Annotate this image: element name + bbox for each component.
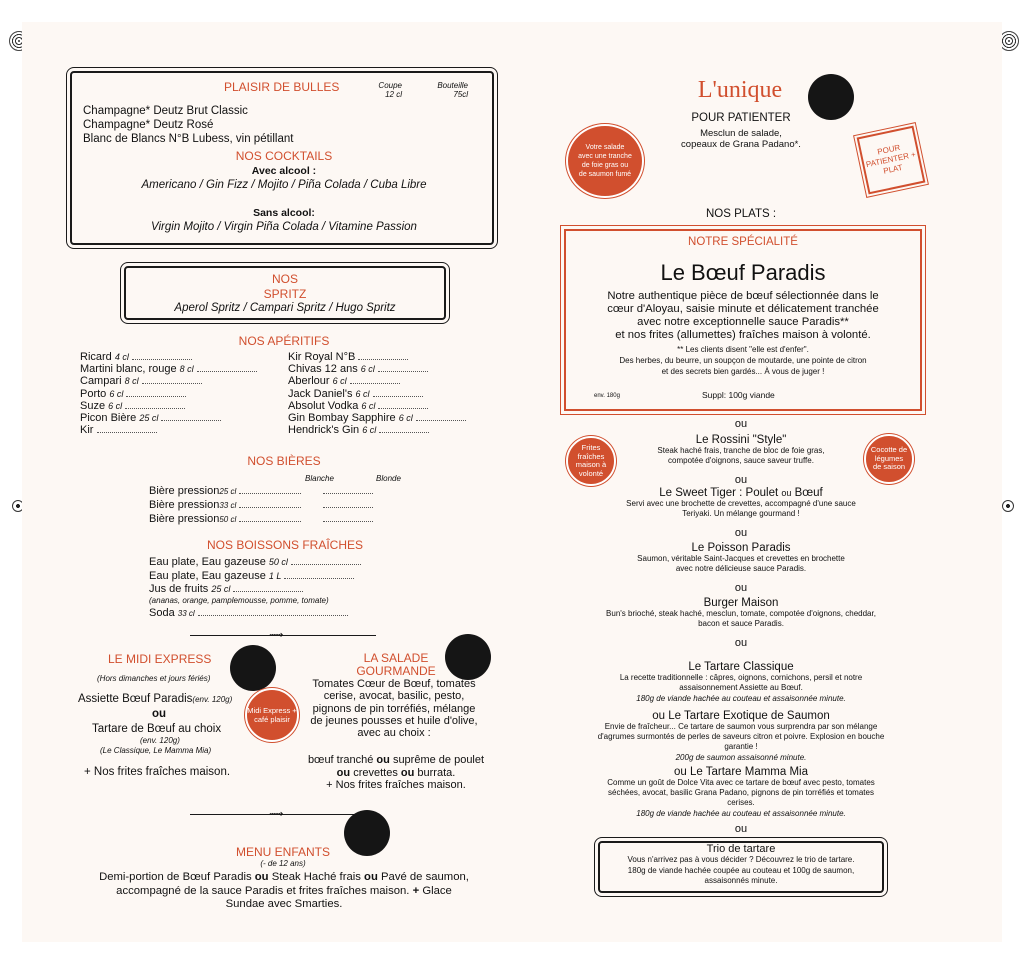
specialite-name: Le Bœuf Paradis: [660, 260, 826, 285]
list-item: [288, 412, 466, 424]
list-item: [149, 513, 373, 526]
cocktails-sans-label: Sans alcool:: [253, 207, 315, 219]
ou-separator: ou: [734, 474, 748, 486]
item-size: 6 cl: [109, 388, 124, 399]
list-item: [149, 556, 361, 568]
plat-poisson: Le Poisson Paradis Saumon, véritable Saint-Jacques et crevettes en brochette avec notre délicieuse sauce Paradis.: [637, 542, 845, 573]
list-item: [288, 363, 428, 375]
item-size: 6 cl: [361, 400, 376, 411]
cocktails-alcool-list: Americano / Gin Fizz / Mojito / Piña Colada / Cuba Libre: [141, 179, 427, 191]
specialite-notes: ** Les clients disent "elle est d'enfer". Des herbes, du beurre, un soupçon de moutarde, une pointe de citron et des secrets bien gardés... À vous de juger !: [619, 345, 867, 376]
bieres-col-blonde: Blonde: [376, 474, 401, 483]
jus-note: (ananas, orange, pamplemousse, pomme, tomate): [149, 596, 329, 605]
cocotte-badge: Cocotte de légumes de saison: [864, 434, 914, 484]
registration-mark-icon: [999, 31, 1019, 51]
black-dot-decoration: [230, 645, 276, 691]
item-size: 8 cl: [179, 364, 194, 375]
item-size: 1 L: [268, 570, 282, 581]
list-item: [288, 375, 400, 387]
bulles-col-bouteille: Bouteille 75cl: [437, 81, 468, 99]
item-size: 25 cl: [211, 584, 231, 594]
midi-assiette: Assiette Bœuf Paradis(env. 120g): [78, 693, 233, 705]
patienter-desc: Mesclun de salade, copeaux de Grana Padano*.: [681, 128, 801, 150]
right-title: L'unique: [697, 77, 783, 103]
list-item: [149, 499, 373, 512]
cocktails-alcool-label: Avec alcool :: [251, 165, 317, 177]
bulles-item: Blanc de Blancs N°B Lubess, vin pétillant: [83, 133, 294, 145]
registration-mark-icon: [1002, 500, 1014, 512]
plats-title: NOS PLATS :: [705, 208, 777, 220]
item-size: 25 cl: [139, 413, 159, 423]
item-name: Hendrick's Gin: [288, 424, 360, 437]
item-name: Picon Bière: [80, 412, 137, 424]
plat-rossini: Le Rossini "Style" Steak haché frais, tranche de bloc de foie gras, compotée d'oignons, sauce saveur truffe.: [657, 434, 825, 465]
item-name: Bière pression: [149, 485, 220, 497]
item-size: 33 cl: [219, 501, 237, 510]
bulles-title: PLAISIR DE BULLES: [224, 80, 340, 94]
salade-choices: bœuf tranché ou suprême de poulet ou crevettes ou burrata. + Nos frites fraîches maison.: [307, 754, 485, 791]
item-name: Absolut Vodka: [288, 399, 359, 412]
item-size: 50 cl: [219, 515, 237, 524]
salade-foie-gras-badge: Votre salade avec une tranche de foie gras ou de saumon fumé: [566, 124, 644, 198]
list-item: [80, 400, 185, 412]
frites-badge: Frites fraîches maison à volonté: [566, 436, 616, 486]
item-size: 6 cl: [108, 400, 123, 411]
item-size: 6 cl: [398, 413, 413, 423]
ou-separator: ou: [734, 527, 748, 539]
fraiches-title: NOS BOISSONS FRAÎCHES: [206, 538, 364, 552]
plat-tartare-mamma: ou Le Tartare Mamma Mia Comme un goût de Dolce Vita avec ce tartare de bœuf avec pesto, tomates séchées, avocat, basilic Grana Padano, pignons de pin torréfiés et tomates cerises. 180g de viande hachée au couteau et assaisonnée minute.: [607, 766, 875, 818]
item-name: Martini blanc, rouge: [80, 363, 177, 376]
midi-frites: + Nos frites fraîches maison.: [84, 766, 231, 778]
list-item: [80, 375, 202, 387]
list-item: [80, 424, 157, 436]
midi-subtitle: (Hors dimanches et jours fériés): [97, 674, 211, 683]
plat-sweet-tiger: Le Sweet Tiger : Poulet ou Bœuf Servi avec une brochette de crevettes, accompagné d'une sauce Teriyaki. Un mélange gourmand !: [626, 487, 856, 518]
item-size: 6 cl: [360, 364, 375, 375]
list-item: [149, 485, 373, 498]
salade-title: LA SALADE GOURMANDE: [356, 651, 436, 678]
bulles-list: [83, 104, 293, 146]
bulles-item: Champagne* Deutz Rosé: [83, 119, 214, 131]
specialite-weight: env. 180g: [594, 393, 620, 399]
list-item: [288, 388, 423, 400]
item-size: 6 cl: [355, 388, 370, 399]
bieres-title: NOS BIÈRES: [247, 454, 321, 468]
plat-burger: Burger Maison Bun's brioché, steak haché, mesclun, tomate, compotée d'oignons, cheddar, bacon et sauce Paradis.: [606, 597, 876, 628]
item-name: Kir Royal N°B: [288, 351, 356, 363]
list-item: [149, 583, 303, 595]
specialite-desc: Notre authentique pièce de bœuf sélectionnée dans le cœur d'Aloyau, saisie minute et délicatement tranchée avec notre exceptionnelle sauce Paradis** et nos frites (allumettes) fraîches maison à volonté.: [607, 290, 879, 341]
list-item: [80, 412, 221, 424]
item-name: Bière pression: [149, 513, 220, 525]
divider-ornament-icon: ⟿: [269, 630, 284, 641]
ou-separator: ou: [734, 637, 748, 649]
soda-row: Soda 33 cl: [149, 607, 348, 620]
list-item: [288, 424, 429, 436]
midi-tartare: Tartare de Bœuf au choix: [92, 723, 222, 735]
item-size: 4 cl: [114, 352, 129, 362]
item-name: Jus de fruits: [149, 583, 209, 595]
item-name: Eau plate, Eau gazeuse: [149, 556, 266, 568]
patienter-title: POUR PATIENTER: [691, 112, 791, 124]
item-size: 6 cl: [332, 376, 347, 387]
item-name: Bière pression: [149, 499, 220, 511]
ou-separator: ou: [734, 823, 748, 835]
item-name: Suze: [80, 399, 106, 412]
salade-desc: Tomates Cœur de Bœuf, tomates cerise, avocat, basilic, pesto, pignons de pin torréfiés, mélange de jeunes pousses et huile d'olive, avec au choix :: [310, 678, 478, 740]
specialite-suppl: Suppl: 100g viande: [702, 390, 775, 400]
item-size: 25 cl: [219, 487, 237, 496]
enfants-title: MENU ENFANTS: [235, 845, 330, 859]
divider-ornament-icon: ⟿: [269, 809, 284, 820]
bieres-col-blanche: Blanche: [305, 474, 334, 483]
specialite-label: NOTRE SPÉCIALITÉ: [688, 236, 798, 248]
midi-tartare-weight: (env. 120g): [140, 736, 180, 745]
item-size: 8 cl: [124, 376, 139, 387]
item-name: Porto: [80, 387, 107, 400]
item-name: Eau plate, Eau gazeuse: [149, 569, 266, 582]
list-item: [80, 351, 192, 363]
cocktails-title: NOS COCKTAILS: [235, 149, 333, 163]
midi-title: LE MIDI EXPRESS: [108, 652, 212, 666]
cocktails-sans-list: Virgin Mojito / Virgin Piña Colada / Vitamine Passion: [151, 221, 417, 233]
midi-tartare-note: (Le Classique, Le Mamma Mia): [100, 746, 212, 755]
spritz-title: NOS SPRITZ: [263, 272, 307, 301]
item-name: Jack Daniel's: [288, 387, 353, 400]
item-name: Chivas 12 ans: [288, 363, 358, 376]
list-item: [149, 570, 354, 582]
plat-trio: Trio de tartare Vous n'arrivez pas à vous décider ? Découvrez le trio de tartare. 180g de viande hachée coupée au couteau et 100g de saumon, assaisonnés minute.: [627, 843, 855, 885]
enfants-desc: Demi-portion de Bœuf Paradis ou Steak Haché frais ou Pavé de saumon, accompagné de la sauce Paradis et frites fraîches maison. + Glace Sundae avec Smarties.: [99, 871, 469, 910]
plat-tartare-classique: Le Tartare Classique La recette traditionnelle : câpres, oignons, cornichons, persil et notre assaisonnement Assiette au Bœuf. 180g de viande hachée au couteau et assaisonnée minute.: [619, 661, 863, 703]
item-name: Ricard: [80, 351, 112, 363]
ou-separator: ou: [734, 582, 748, 594]
black-dot-decoration: [445, 634, 491, 680]
patienter-plat-stamp: POUR PATIENTER + PLAT: [857, 126, 926, 195]
midi-badge: Midi Express + café plaisir: [245, 688, 299, 742]
bulles-item: Champagne* Deutz Brut Classic: [83, 105, 248, 117]
item-size: 50 cl: [268, 557, 288, 567]
item-name: Aberlour: [288, 375, 330, 388]
list-item: [80, 388, 186, 400]
bulles-col-coupe: Coupe 12 cl: [378, 81, 402, 99]
item-name: Gin Bombay Sapphire: [288, 412, 396, 424]
item-name: Campari: [80, 375, 122, 388]
spritz-list: Aperol Spritz / Campari Spritz / Hugo Spritz: [174, 302, 396, 314]
plat-tartare-saumon: ou Le Tartare Exotique de Saumon Envie de fraîcheur... Ce tartare de saumon vous surprendra par son mélange d'agrumes surmontés de perles de saveurs citron et poivre. Explosion en bouche garantie ! 200g de saumon assaisonné minute.: [597, 710, 885, 762]
list-item: [288, 351, 408, 363]
enfants-age: (- de 12 ans): [260, 859, 306, 868]
ou-separator: ou: [734, 418, 748, 430]
aperitifs-title: NOS APÉRITIFS: [238, 334, 330, 348]
item-size: 6 cl: [362, 425, 377, 436]
list-item: [288, 400, 428, 412]
item-name: Kir: [80, 424, 94, 437]
list-item: [80, 363, 257, 375]
midi-ou: ou: [152, 708, 167, 720]
